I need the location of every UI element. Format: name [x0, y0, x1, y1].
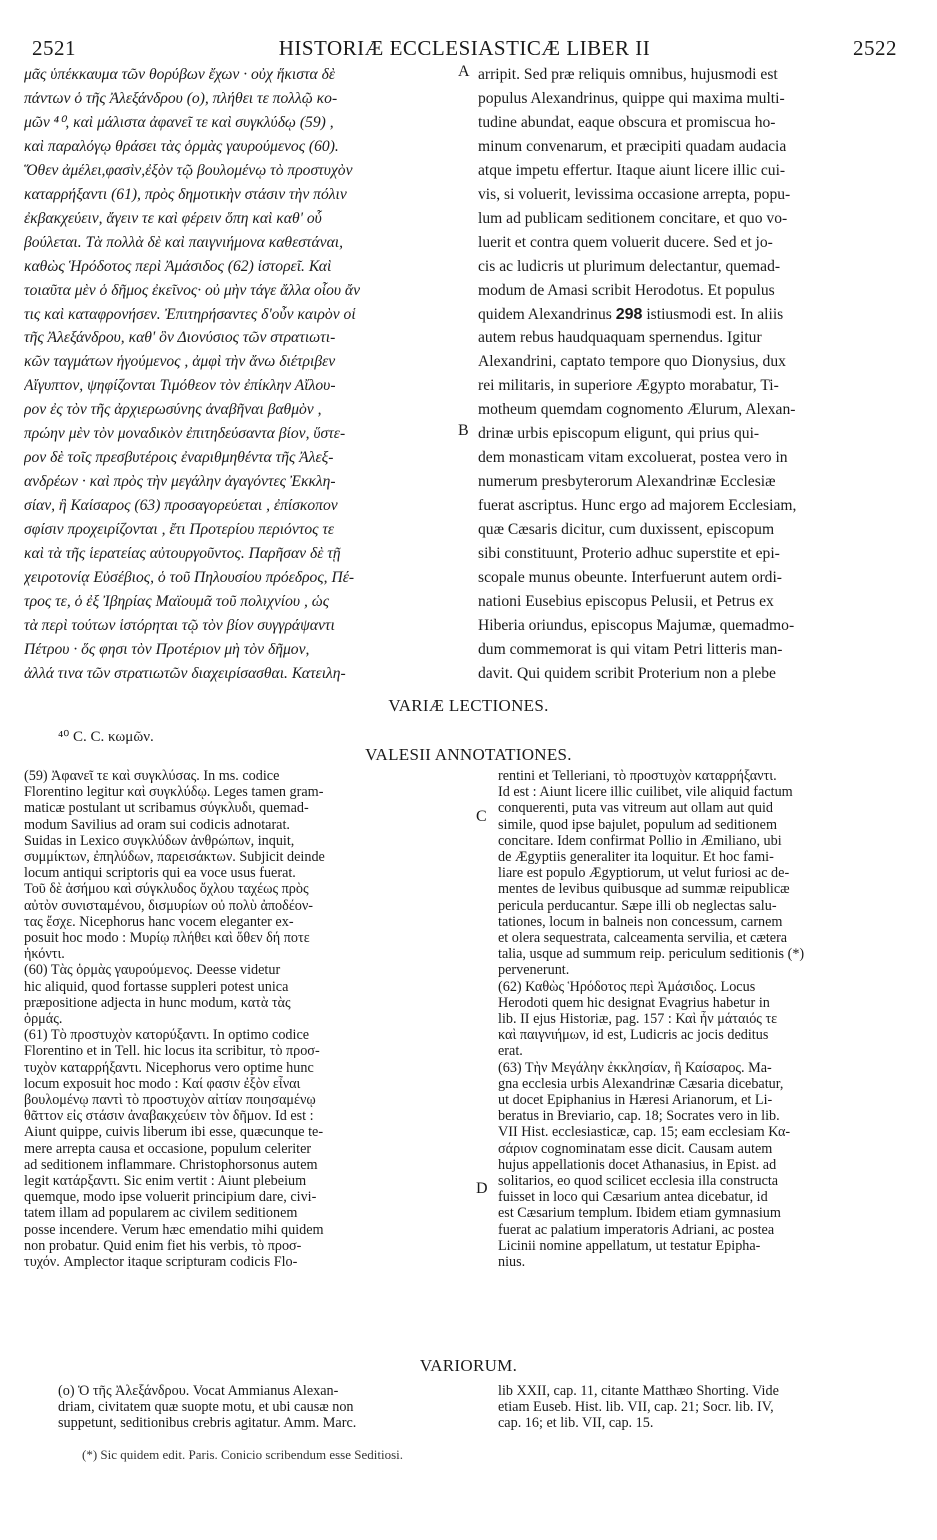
annotation-line: Id est : Aiunt licere illic cuilibet, vile aliquid factum — [498, 784, 793, 801]
variorum-line: cap. 16; et lib. VII, cap. 15. — [498, 1415, 654, 1431]
annotation-line: ὁρμάς. — [24, 1011, 63, 1028]
latin-text-line: modum de Amasi scribit Herodotus. Et populus — [478, 281, 775, 299]
annotations-left-column — [24, 768, 470, 1270]
section-heading-variae: VARIÆ LECTIONES. — [388, 696, 549, 715]
page-number-right: 2522 — [853, 36, 897, 60]
annotation-line: erat. — [498, 1043, 523, 1060]
greek-text-line: καὶ τὰ τῆς ἱερατείας αὐτουργοῦντος. Παρῆσαν δὲ τῇ — [24, 545, 341, 563]
annotation-line: non probatur. Quid enim fiet his verbis, τὸ προσ- — [24, 1237, 302, 1254]
latin-text-line: autem rebus haudquaquam spernendus. Igitur — [478, 329, 762, 347]
greek-text-line: πρώην μὲν τὸν μοναδικὸν ἐπιτηδεύσαντα βίον, ὕστε- — [24, 425, 346, 443]
annotation-line: τυχόν. Amplector itaque scripturam codicis Flo- — [24, 1254, 298, 1271]
section-heading-variorum: VARIORUM. — [419, 1356, 518, 1375]
annotation-line: concitare. Idem confirmat Pollio in Æmiliano, ubi — [498, 832, 782, 849]
annotation-line: (61) Τὸ προστυχὸν κατορύξαντι. In optimo codice — [24, 1027, 310, 1044]
greek-text-line: τῆς Ἀλεξάνδρου, καθ' ὃν Διονύσιος τῶν στρατιωτι- — [24, 329, 336, 347]
greek-text-line: Ὅθεν ἀμέλει,φασὶν,ἐξὸν τῷ βουλομένῳ τὸ προστυχὸν — [24, 161, 353, 179]
latin-text-line: Alexandrini, captato tempore quo Dionysius, dux — [478, 353, 786, 371]
variorum-right-column — [498, 1383, 918, 1431]
annotation-line: posuit hoc modo : Μυρίῳ πλήθει καὶ ὅθεν δή ποτε — [24, 930, 310, 947]
greek-text-line: πάντων ὁ τῆς Ἀλεξάνδρου (ο), πλήθει τε πολλῷ κο- — [24, 89, 338, 107]
annotation-line: fuisset in loco qui Cæsarium antea dicebatur, id — [498, 1189, 768, 1206]
latin-text-line: tudine abundat, eaque obscura et promiscua ho- — [478, 113, 776, 131]
annotation-line: fuerat ac palatium imperatoris Adriani, ac postea — [498, 1221, 775, 1238]
variant-reading-note: ⁴⁰ C. C. κωμῶν. — [58, 729, 154, 745]
latin-text-line: rei militaris, in superiore Ægypto morabatur, Ti- — [478, 377, 779, 395]
latin-text-line: quidem Alexandrinus 298 istiusmodi est. In aliis — [478, 305, 784, 323]
greek-text-line: ρον ἐς τὸν τῆς ἀρχιερωσύνης ἀναβῆναι βαθμὸν , — [24, 401, 322, 419]
greek-text-line: ἐκβακχεύειν, ἄγειν τε καὶ φέρειν ὅπη καὶ καθ' οὗ — [24, 209, 322, 227]
annotation-line: posse incendere. Verum hæc emendatio mihi quidem — [24, 1221, 324, 1238]
annotation-line: Licinii nomine appellatum, ut testatur Epipha- — [498, 1237, 761, 1254]
annotation-line: quemque, modo ipse voluerit principium dare, civi- — [24, 1189, 317, 1206]
annotation-line: συμμίκτων, ἐπηλύδων, παρεισάκτων. Subjicit deinde — [24, 849, 325, 866]
annotation-line: pervenerunt. — [498, 962, 570, 979]
greek-text-column — [24, 63, 454, 686]
greek-text-line: καθὼς Ἡρόδοτος περὶ Ἀμάσιδος (62) ἱστορεῖ. Καὶ — [24, 257, 332, 275]
greek-text-line: σφίσιν προχειρίζονται , ἔτι Προτερίου περιόντος τε — [24, 521, 335, 539]
annotation-line: talia, usque ad summum reip. periculum seditionis (*) — [498, 946, 805, 963]
annotation-line: VII Hist. ecclesiasticæ, cap. 15; eam ecclesiam Κα- — [498, 1124, 791, 1141]
annotation-line: βουλομένῳ παντὶ τὸ προστυχὸν αἰτίαν ποιησαμένῳ — [24, 1092, 316, 1109]
annotation-line: maticæ postulant ut scribamus σύγκλυδι, quemad- — [24, 800, 309, 817]
annotation-line: ut docet Epiphanius in Hæresi Arianorum, et Li- — [498, 1092, 773, 1109]
annotation-line: præpositione adjecta in hunc modum, κατὰ τὰς — [24, 994, 291, 1011]
annotation-line: (59) Ἀφανεῖ τε καὶ συγκλύσας. In ms. codice — [24, 768, 280, 784]
annotation-line: τας ἔσχε. Nicephorus hanc vocem eleganter ex- — [24, 913, 294, 930]
annotation-line: tatem illam ad popularem ac civilem seditionem — [24, 1205, 298, 1222]
greek-text-line: Πέτρου · ὅς φησι τὸν Προτέριον μὴ τὸν δῆμον, — [24, 640, 310, 658]
annotation-line: ἡκόντι. — [24, 946, 65, 963]
footnote: (*) Sic quidem edit. Paris. Conicio scribendum esse Seditiosi. — [82, 1447, 403, 1462]
running-title: HISTORIÆ ECCLESIASTICÆ LIBER II — [278, 36, 651, 60]
annotation-line: ad seditionem inflammare. Christophorsonus autem — [24, 1156, 318, 1173]
annotation-line: legit κατάρξαντι. Sic enim vertit : Aiunt plebeium — [24, 1173, 307, 1190]
greek-text-line: ἀλλά τινα τῶν στρατιωτῶν διαχειρίσασθαι. Κατειλη- — [24, 664, 346, 682]
variorum-left-column — [58, 1383, 478, 1431]
latin-text-line: motheum quemdam cognomento Ælurum, Alexan- — [478, 401, 796, 419]
latin-text-line: lum ad publicam seditionem concitare, et quo vo- — [478, 209, 788, 227]
variorum-line: (o) Ὁ τῆς Ἀλεξάνδρου. Vocat Ammianus Alexan- — [58, 1383, 339, 1399]
margin-letter-b: B — [458, 422, 469, 439]
annotation-line: conquerenti, puta vas vitreum aut ollam aut quid — [498, 800, 774, 817]
latin-text-line: sibi constituunt, Proterio adhuc superstite et epi- — [478, 545, 780, 563]
annotation-line: locum antiqui scriptoris qui ea voce usus fuerat. — [24, 865, 296, 882]
annotation-line: Florentino legitur καὶ συγκλύδῳ. Leges tamen gram- — [24, 784, 324, 801]
annotation-line: σάριον cognominatam esse dicit. Causam autem — [498, 1140, 773, 1157]
annotation-line: (60) Τὰς ὁρμὰς γαυρούμενος. Deesse videtur — [24, 962, 281, 979]
annotation-line: Florentino et in Tell. hic locus ita scribitur, τὸ προσ- — [24, 1043, 320, 1060]
annotation-line: beratus in Breviario, cap. 18; Socrates vero in lib. — [498, 1108, 780, 1125]
annotation-line: gna ecclesia urbis Alexandrinæ Cæsaria dicebatur, — [498, 1075, 784, 1092]
annotation-line: καὶ παιγνιήμων, id est, Ludicris ac jocis deditus — [498, 1027, 769, 1044]
greek-text-line: σίαν, ἣ Καίσαρος (63) προσαγορεύεται , ἐπίσκοπον — [24, 497, 338, 515]
annotation-line: locum exposuit hoc modo : Καί φασιν ἐξὸν εἶναι — [24, 1075, 301, 1092]
annotation-line: αὐτὸν συνισταμένου, δισμυρίων οὐ πολὺ ἀποδέον- — [24, 897, 314, 914]
margin-letter-a: A — [458, 63, 470, 80]
annotation-line: τυχὸν καταρρήξαντι. Nicephorus vero optime hunc — [24, 1059, 314, 1076]
greek-text-line: ρον δὲ τοῖς πρεσβυτέροις ἐναριθμηθέντα τῆς Ἀλεξ- — [24, 449, 334, 467]
greek-text-line: μᾶς ὑπέκκαυμα τῶν θορύβων ἔχων · οὐχ ἥκιστα δὲ — [24, 66, 335, 83]
annotation-line: (62) Καθὼς Ἡρόδοτος περὶ Ἀμάσιδος. Locus — [498, 978, 756, 995]
latin-text-line: fuerat ascriptus. Hunc ergo ad majorem Ecclesiam, — [478, 497, 797, 515]
annotation-line: modum Savilius ad oram sui codicis adnotarat. — [24, 816, 290, 833]
margin-letter-d: D — [476, 1180, 488, 1197]
annotation-line: Herodoti quem hic designat Evagrius habetur in — [498, 994, 770, 1011]
annotation-line: lib. II ejus Historiæ, pag. 157 : Καὶ ἦν μάταιός τε — [498, 1011, 778, 1028]
annotation-line: θᾶττον εἰς στάσιν ἀναβακχεύειν τὸν δῆμον. Id est : — [24, 1108, 314, 1125]
latin-text-line: scopale munus obeunte. Interfuerunt autem ordi- — [478, 569, 782, 587]
annotation-line: mere arrepta causa et occasione, populum celeriter — [24, 1140, 312, 1157]
page-header — [32, 36, 897, 62]
latin-text-line: nationi Eusebius episcopus Pelusii, et Petrus ex — [478, 592, 774, 610]
latin-text-line: minum convenarum, et præcipiti quadam audacia — [478, 137, 787, 155]
latin-text-line: dem monasticam vitam excoluerat, postea vero in — [478, 449, 788, 467]
greek-text-line: τις καὶ καταφρονήσεν. Ἐπιτηρήσαντες δ'οὖν καιρὸν οἱ — [24, 305, 356, 323]
annotations-right-column — [498, 768, 918, 1270]
latin-text-line: numerum presbyterorum Alexandrinæ Ecclesiæ — [478, 473, 776, 491]
annotation-line: liare est populo Ægyptiorum, ut velut furiosi ac de- — [498, 865, 790, 882]
variorum-line: lib XXII, cap. 11, citante Matthæo Shorting. Vide — [498, 1383, 779, 1399]
greek-text-line: καταρρήξαντι (61), πρὸς δημοτικὴν στάσιν τὴν πόλιν — [24, 185, 347, 203]
annotation-line: hujus appellationis docet Athanasius, in Epist. ad — [498, 1156, 777, 1173]
latin-text-line: drinæ urbis episcopum eligunt, qui prius qui- — [478, 425, 760, 443]
annotation-line: rentini et Telleriani, τὸ προστυχὸν καταρρήξαντι. — [498, 768, 777, 784]
annotation-line: tationes, locum in balneis non concessum, carnem — [498, 913, 783, 930]
annotation-line: pericula perducantur. Sæpe illi ob neglectas salu- — [498, 897, 777, 914]
greek-text-line: χειροτονίᾳ Εὐσέβιος, ὁ τοῦ Πηλουσίου πρόεδρος, Πέ- — [24, 569, 355, 587]
annotation-line: mentes de levibus quibusque ad summæ reipublicæ — [498, 881, 790, 898]
greek-text-line: τὰ περὶ τούτων ἱστόρηται τῷ τὸν βίον συγγράψαντι — [24, 616, 335, 634]
latin-text-line: luerit et contra quem voluerit ducere. Sed et jo- — [478, 233, 773, 251]
annotation-line: Τοῦ δὲ ἀσήμου καὶ σύγκλυδος ὄχλου ταχέως πρὸς — [24, 881, 309, 898]
greek-text-line: τρος τε, ὁ ἐξ Ἰβηρίας Μαϊουμᾶ τοῦ πολιχνίου , ὡς — [24, 592, 330, 610]
section-heading-valesii: VALESII ANNOTATIONES. — [365, 745, 572, 764]
variorum-line: suppetunt, seditionibus crebris agitatur. Amm. Marc. — [58, 1415, 357, 1431]
annotation-line: est Cæsarium templum. Ibidem etiam gymnasium — [498, 1205, 781, 1222]
greek-text-line: Αἴγυπτον, ψηφίζονται Τιμόθεον τὸν ἐπίκλην Αἴλου- — [24, 377, 336, 395]
annotation-line: (63) Τὴν Μεγάλην ἐκκλησίαν, ἣ Καίσαρος. Ma- — [498, 1059, 772, 1076]
latin-text-line: quæ Cæsaris dicitur, cum duxissent, episcopum — [478, 521, 775, 539]
greek-text-line: καὶ παραλόγῳ θράσει τὰς ὁρμὰς γαυρούμενος (60). — [24, 137, 339, 155]
annotation-line: et olera sequestrata, calceamenta servilia, et cætera — [498, 930, 788, 947]
latin-text-line: cis ac ludicris ut plurimum delectantur, quemad- — [478, 257, 781, 275]
annotation-line: Aiunt quippe, cuivis liberum ibi esse, quæcunque te- — [24, 1124, 324, 1141]
latin-text-line: davit. Qui quidem scribit Proterium non a plebe — [478, 664, 776, 682]
latin-text-line: arripit. Sed præ reliquis omnibus, hujusmodi est — [478, 66, 778, 83]
greek-text-line: μῶν ⁴⁰, καὶ μάλιστα ἀφανεῖ τε καὶ συγκλύδῳ (59) , — [24, 113, 334, 131]
annotation-line: hic aliquid, quod fortasse suppleri potest unica — [24, 978, 289, 995]
margin-letter-c: C — [476, 808, 487, 825]
greek-text-line: τοιαῦτα μὲν ὁ δῆμος ἐκεῖνος· οὐ μὴν τάγε ἄλλα οἷου ἄν — [24, 281, 361, 299]
variorum-line: etiam Euseb. Hist. lib. VII, cap. 21; Socr. lib. IV, — [498, 1399, 774, 1415]
annotation-line: de Ægyptiis generaliter ita loquitur. Et hoc fami- — [498, 849, 774, 866]
greek-text-line: ανδρέων · καὶ πρὸς τὴν μεγάλην ἀγαγόντες Ἐκκλη- — [24, 473, 336, 491]
greek-text-line: κῶν ταγμάτων ἡγούμενος , ἀμφὶ τὴν ἄνω διέτριβεν — [24, 353, 336, 371]
latin-text-line: atque impetu effertur. Itaque aiunt licere illic cui- — [478, 161, 786, 179]
latin-text-line: vis, si voluerit, levissima occasione arrepta, popu- — [478, 185, 791, 203]
latin-text-line: dum commemorat is qui vitam Petri litteris man- — [478, 640, 783, 658]
annotation-line: solitarios, eo quod scilicet ecclesia illa constructa — [498, 1173, 779, 1190]
annotation-line: nius. — [498, 1254, 526, 1271]
latin-text-column — [478, 63, 908, 686]
latin-text-line: populus Alexandrinus, quippe qui maxima multi- — [478, 89, 785, 107]
latin-text-line: Hiberia oriundus, episcopus Majumæ, quemadmo- — [478, 616, 795, 634]
annotation-line: Suidas in Lexico συγκλύδων ἀνθρώπων, inquit, — [24, 832, 295, 849]
page-number-left: 2521 — [32, 36, 76, 60]
greek-text-line: βούλεται. Τὰ πολλὰ δὲ καὶ παιγνιήμονα καθεστάναι, — [24, 233, 344, 251]
variorum-line: driam, civitatem quæ suopte motu, et ubi causæ non — [58, 1399, 354, 1415]
original-page-marker: 298 — [615, 305, 643, 323]
annotation-line: simile, quod ipse bajulet, populum ad seditionem — [498, 816, 777, 833]
